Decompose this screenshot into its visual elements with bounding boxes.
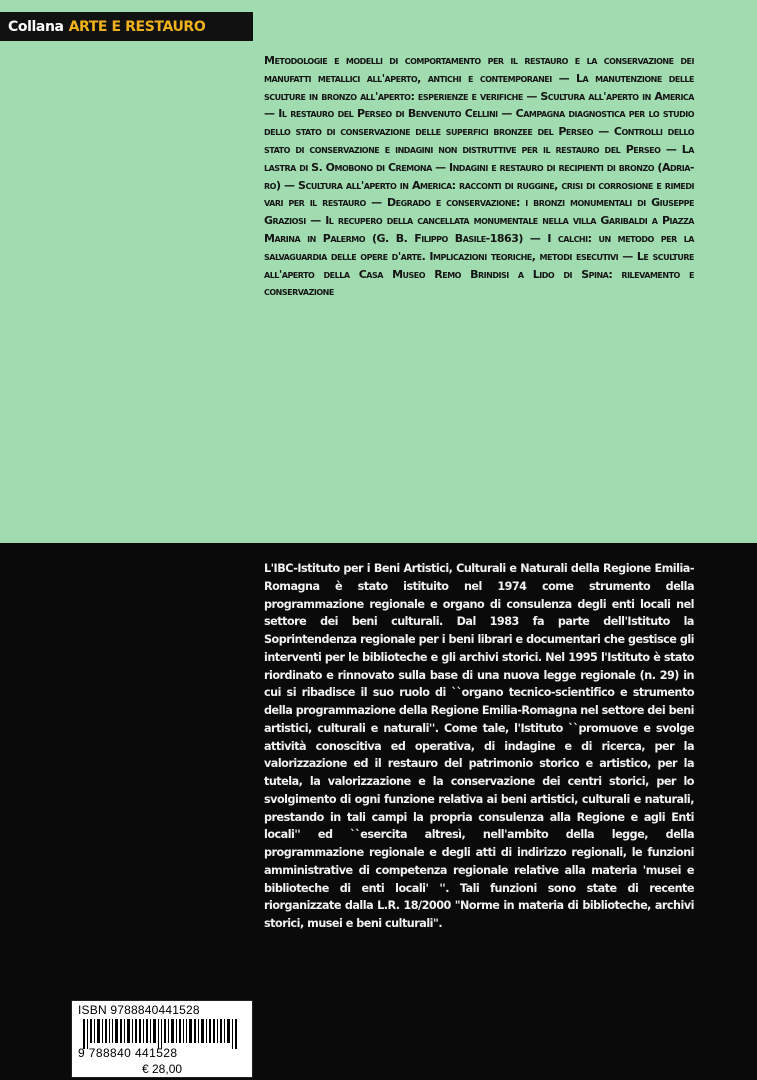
series-name: ARTE E RESTAURO: [68, 18, 206, 35]
barcode-bars-group: [83, 1019, 237, 1049]
isbn-label: ISBN 9788840441528: [78, 1003, 200, 1017]
barcode-bars: [80, 1019, 246, 1049]
series-label: [0, 12, 253, 41]
institute-description: L'IBC-Istituto per i Beni Artistici, Culturali e Naturali della Regione Emilia-Romagna è stato istituito nel 1974 come strumento della programmazione regionale e organo di consulenza degli enti locali nel settore dei beni culturali. Dal 1983 fa parte dell'Istituto la Soprintendenza regionale per i beni librari e documentari che gestisce gli interventi per le biblioteche e gli archivi storici. Nel 1995 l'Istituto è stato riordinato e rinnovato sulla base di una nuova legge regionale (n. 29) in cui si ribadisce il suo ruolo di ``organo tecnico-scientifico e strumento della programmazione della Regione Emilia-Romagna nel settore dei beni artistici, culturali e naturali''. Come tale, l'Istituto ``promuove e svolge attività conoscitiva ed operativa, di indagine e di ricerca, per la valorizzazione ed il restauro del patrimonio storico e artistico, per la tutela, la valorizzazione e la conservazione dei centri storici, per lo svolgimento di ogni funzione relativa ai beni artistici, culturali e naturali, prestando in tali campi la propria consulenza alla Regione e agli Enti locali'' ed ``esercita altresì, nell'ambito della legge, della programmazione regionale e degli atti di indirizzo regionali, le funzioni amministrative di competenza regionale relative alla materia 'musei e biblioteche di enti locali' ''. Tali funzioni sono state di recente riorganizzate dalla L.R. 18/2000 "Norme in materia di biblioteche, archivi storici, musei e beni culturali".: [264, 562, 694, 930]
contents-list: Metodologie e modelli di comportamento per il restauro e la conservazione dei manufatti metallici all'aperto, antichi e contemporanei — La manutenzione delle sculture in bronzo all'aperto: esperienze e verifiche — Scultura all'aperto in America — Il restauro del Perseo di Benvenuto Cellini — Campagna diagnostica per lo studio dello stato di conservazione delle superfici bronzee del Perseo — Controlli dello stato di conservazione e indagini non distruttive per il restauro del Perseo — La lastra di S. Omobono di Cremona — Indagini e restauro di recipienti di bronzo (Adria-ro) — Scultura all'aperto in America: racconti di ruggine, crisi di corrosione e rimedi vari per il restauro — Degrado e conservazione: i bronzi monumentali di Giuseppe Graziosi — Il recupero della cancellata monumentale nella villa Garibaldi a Piazza Marina in Palermo (G. B. Filippo Basile-1863) — I calchi: un metodo per la salvaguardia delle opere d'arte. Implicazioni teoriche, metodi esecutivi — Le sculture all'aperto della Casa Museo Remo Brindisi a Lido di Spina: rilevamento e conservazione: [264, 54, 694, 299]
price-label: € 28,00: [142, 1062, 183, 1076]
barcode-box: [71, 1000, 253, 1078]
barcode-digits: 9 788840 441528: [78, 1046, 178, 1060]
series-prefix: Collana: [8, 18, 64, 35]
